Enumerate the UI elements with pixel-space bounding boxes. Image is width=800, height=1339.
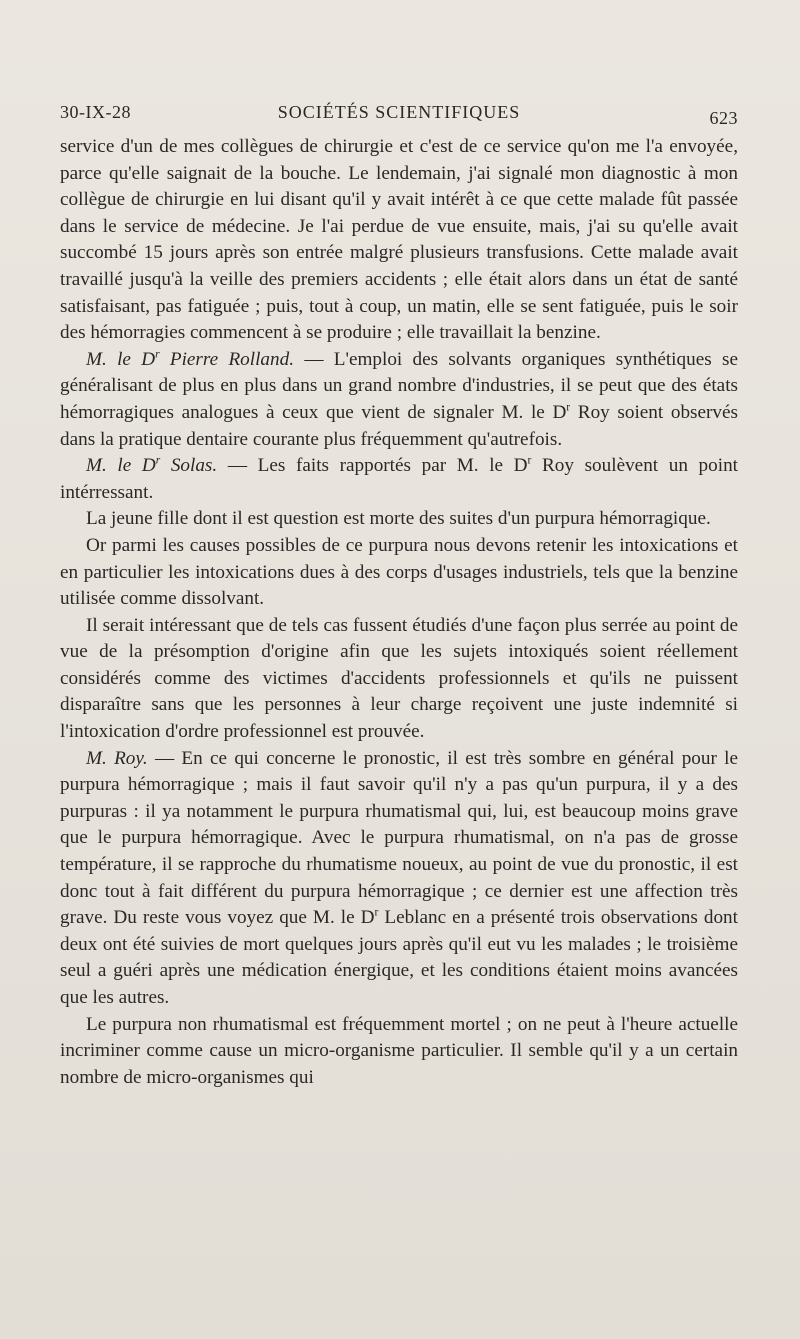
paragraph	[60, 134, 738, 347]
paragraph-text: Le purpura non rhumatismal est fréquemment mortel ; on ne peut à l'heure actuelle incriminer comme cause un micro-organisme particulier. Il semble qu'il y a un certain nombre de micro-organismes qui	[60, 1013, 738, 1088]
paragraph-text: — L'emploi des solvants organiques synthétiques se généralisant de plus en plus dans un grand nombre d'industries, il se peut que des états hémorragiques analogues à ceux que vient de signaler M. le $D^r$ Roy soient observés dans la pratique dentaire courante plus fréquemment qu'autrefois.	[60, 348, 738, 450]
paragraph	[60, 746, 738, 1012]
paragraph-text: — En ce qui concerne le pronostic, il est très sombre en général pour le purpura hémorragique ; mais il faut savoir qu'il n'y a pas qu'un purpura, il y a des purpuras : il ya notamment le purpura rhumatismal qui, lui, est beaucoup moins grave que le purpura hémorragique. Avec le purpura rhumatismal, on n'a pas de grosse température, il se rapproche du rhumatisme noueux, au point de vue du pronostic, il est donc tout à fait différent du purpura hémorragique ; ce dernier est une affection très grave. Du reste vous voyez que M. le $D^r$ Leblanc en a présenté trois observations dont deux ont été suivies de mort quelques jours après qu'il eut vu les malades ; le troisième seul a guéri après une médication énergique, et les conditions étaient moins avancées que les autres.	[60, 747, 739, 1008]
header-title: SOCIÉTÉS SCIENTIFIQUES	[277, 102, 521, 122]
paragraph-text: Il serait intéressant que de tels cas fussent étudiés d'une façon plus serrée au point de vue de la présomption d'origine afin que les sujets intoxiqués soient réellement considérés comme des victimes d'accidents professionnels et qu'ils ne puissent disparaître sans que les personnes à leur charge reçoivent une juste indemnité si l'intoxication d'ordre professionnel est prouvée.	[60, 614, 738, 743]
speaker: M. Roy.	[86, 747, 148, 769]
speaker: M. le $D^r$ Pierre Rolland.	[86, 348, 295, 370]
paragraph	[60, 533, 738, 613]
paragraph	[60, 347, 738, 453]
running-header	[60, 102, 738, 130]
paragraph-text: service d'un de mes collègues de chirurgie et c'est de ce service qu'on me l'a envoyée, parce qu'elle saignait de la bouche. Le lendemain, j'ai signalé mon diagnostic à mon collègue de chirurgie en lui disant qu'il y avait intérêt à ce que cette malade fût passée dans le service de médecine. Je l'ai perdue de vue ensuite, mais, j'ai su qu'elle avait succombé 15 jours après son entrée malgré plusieurs transfusions. Cette malade avait travaillé jusqu'à la veille des premiers accidents ; elle était alors dans un état de santé satisfaisant, pas fatiguée ; puis, tout à coup, un matin, elle se sent fatiguée, puis le soir des hémorragies commencent à se produire ; elle travaillait la benzine.	[60, 136, 738, 344]
paragraph	[60, 506, 738, 533]
page-number: 623	[709, 108, 738, 128]
paragraph-text: Or parmi les causes possibles de ce purpura nous devons retenir les intoxications et en particulier les intoxications dues à des corps d'usages industriels, tels que la benzine utilisée comme dissolvant.	[60, 534, 738, 610]
paragraph	[60, 453, 738, 506]
paragraph-text: La jeune fille dont il est question est morte des suites d'un purpura hémorragique.	[86, 508, 711, 530]
header-date: 30-IX-28	[60, 102, 131, 122]
paragraph	[60, 1012, 738, 1092]
speaker: M. le $D^r$ Solas.	[86, 454, 218, 477]
paragraph-text: — Les faits rapportés par M. le $D^r$ Roy soulèvent un point intérressant.	[60, 454, 738, 503]
paragraph	[60, 613, 738, 746]
body-text	[60, 134, 738, 1091]
